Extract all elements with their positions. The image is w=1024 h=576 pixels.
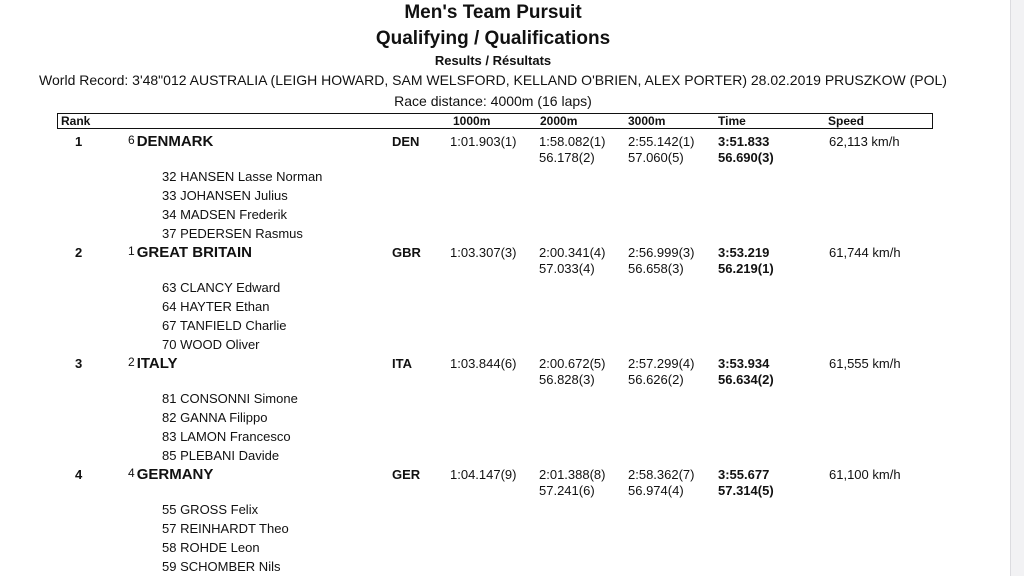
header-3000m: 3000m: [628, 114, 666, 128]
page-subtitle: Qualifying / Qualifications: [375, 28, 611, 49]
team-rank: 1: [75, 134, 83, 149]
split-1000m: 1:01.903(1): [450, 134, 517, 149]
lap-2000m: 56.828(3): [539, 372, 595, 387]
split-3000m: 2:57.299(4): [628, 356, 695, 371]
split-2000m: 1:58.082(1): [539, 134, 606, 149]
lap-2000m: 56.178(2): [539, 150, 595, 165]
final-lap: 56.634(2): [718, 372, 774, 387]
team-name-cell: [128, 466, 213, 482]
rider-name: 82 GANNA Filippo: [162, 410, 268, 425]
split-1000m: 1:03.307(3): [450, 245, 517, 260]
page-title: Men's Team Pursuit: [404, 2, 582, 23]
team-code: DEN: [392, 134, 420, 149]
lap-3000m: 57.060(5): [628, 150, 684, 165]
split-3000m: 2:56.999(3): [628, 245, 695, 260]
lap-2000m: 57.241(6): [539, 483, 595, 498]
team-name-cell: [128, 133, 213, 149]
team-name-cell: [128, 355, 178, 371]
lap-3000m: 56.626(2): [628, 372, 684, 387]
team-speed: 61,100 km/h: [829, 467, 901, 482]
page-edge: [1010, 0, 1024, 576]
final-time: 3:53.219: [718, 245, 770, 260]
rider-name: 58 ROHDE Leon: [162, 540, 260, 555]
header-speed: Speed: [828, 114, 865, 128]
team-name: GERMANY: [136, 466, 214, 483]
header-time: Time: [718, 114, 746, 128]
world-record: World Record: 3'48"012 AUSTRALIA (LEIGH HOWARD, SAM WELSFORD, KELLAND O'BRIEN, ALEX PORTER) 28.02.2019 PRUSZKOW (POL): [39, 72, 947, 88]
team-seed: 1: [128, 244, 135, 258]
rider-name: 57 REINHARDT Theo: [162, 521, 289, 536]
team-seed: 2: [128, 355, 135, 369]
rider-name: 81 CONSONNI Simone: [162, 391, 298, 406]
team-name: DENMARK: [136, 133, 214, 150]
rider-name: 70 WOOD Oliver: [162, 337, 260, 352]
split-2000m: 2:01.388(8): [539, 467, 606, 482]
header-rank: Rank: [61, 114, 91, 128]
results-table-header: [57, 113, 933, 129]
rider-name: 33 JOHANSEN Julius: [162, 188, 288, 203]
team-seed: 6: [128, 133, 135, 147]
rider-name: 59 SCHOMBER Nils: [162, 559, 281, 574]
team-code: GER: [392, 467, 421, 482]
lap-3000m: 56.974(4): [628, 483, 684, 498]
lap-3000m: 56.658(3): [628, 261, 684, 276]
team-speed: 61,744 km/h: [829, 245, 901, 260]
rider-name: 63 CLANCY Edward: [162, 280, 281, 295]
split-2000m: 2:00.672(5): [539, 356, 606, 371]
final-lap: 56.690(3): [718, 150, 774, 165]
rider-name: 55 GROSS Felix: [162, 502, 259, 517]
final-lap: 56.219(1): [718, 261, 774, 276]
team-speed: 61,555 km/h: [829, 356, 901, 371]
lap-2000m: 57.033(4): [539, 261, 595, 276]
split-1000m: 1:03.844(6): [450, 356, 517, 371]
final-time: 3:53.934: [718, 356, 770, 371]
rider-name: 34 MADSEN Frederik: [162, 207, 287, 222]
header-1000m: 1000m: [453, 114, 491, 128]
team-rank: 3: [75, 356, 83, 371]
team-speed: 62,113 km/h: [829, 134, 900, 149]
rider-name: 67 TANFIELD Charlie: [162, 318, 287, 333]
team-code: GBR: [392, 245, 421, 260]
final-lap: 57.314(5): [718, 483, 774, 498]
team-name-cell: [128, 244, 252, 260]
final-time: 3:55.677: [718, 467, 770, 482]
team-seed: 4: [128, 466, 135, 480]
split-3000m: 2:55.142(1): [628, 134, 695, 149]
team-name: GREAT BRITAIN: [136, 244, 252, 261]
team-code: ITA: [392, 356, 412, 371]
team-name: ITALY: [136, 355, 178, 372]
final-time: 3:51.833: [718, 134, 770, 149]
rider-name: 64 HAYTER Ethan: [162, 299, 270, 314]
header-2000m: 2000m: [540, 114, 578, 128]
split-3000m: 2:58.362(7): [628, 467, 695, 482]
team-rank: 2: [75, 245, 83, 260]
rider-name: 37 PEDERSEN Rasmus: [162, 226, 303, 241]
split-1000m: 1:04.147(9): [450, 467, 517, 482]
race-distance: Race distance: 4000m (16 laps): [394, 93, 592, 109]
split-2000m: 2:00.341(4): [539, 245, 606, 260]
rider-name: 85 PLEBANI Davide: [162, 448, 280, 463]
section-title: Results / Résultats: [434, 53, 552, 68]
team-rank: 4: [75, 467, 83, 482]
rider-name: 32 HANSEN Lasse Norman: [162, 169, 323, 184]
rider-name: 83 LAMON Francesco: [162, 429, 291, 444]
